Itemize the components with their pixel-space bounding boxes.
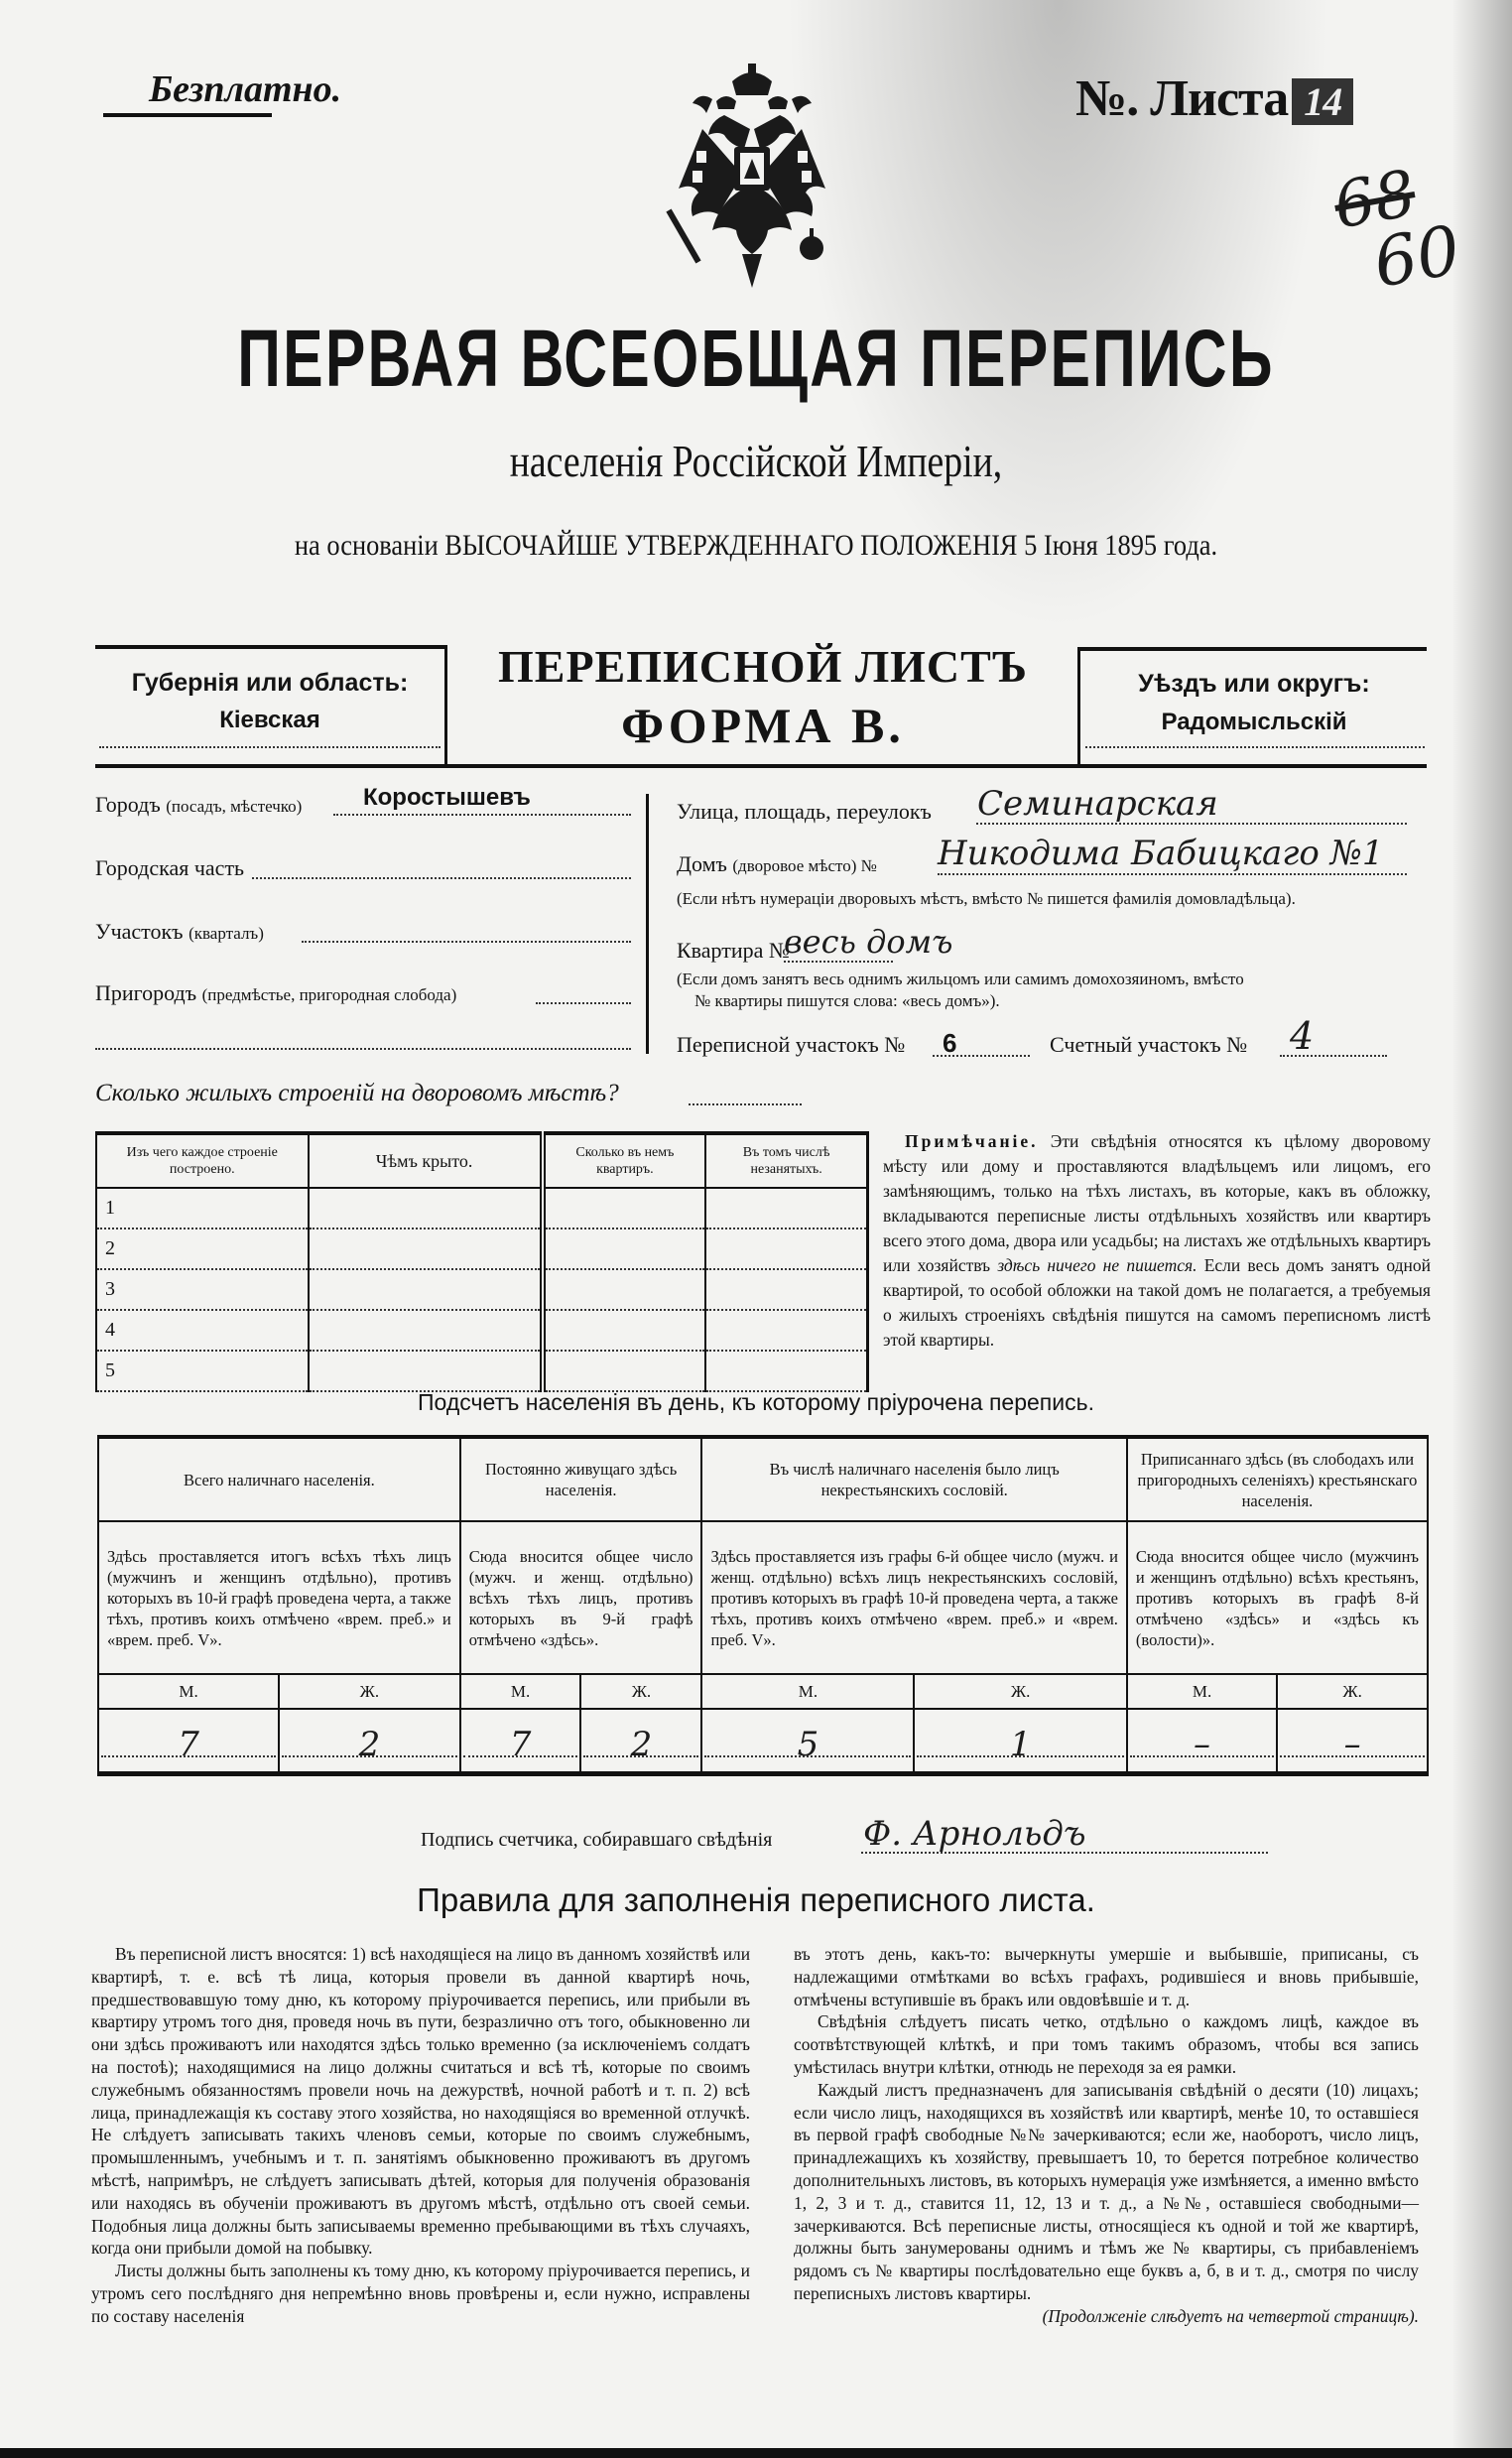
- district-field: [95, 855, 244, 881]
- note-label: Примѣчаніе.: [905, 1131, 1039, 1151]
- buildings-answer-line[interactable]: [689, 1103, 802, 1105]
- count-district-value[interactable]: 4: [1290, 1014, 1315, 1058]
- male-count-cell[interactable]: [98, 1709, 279, 1774]
- district-field-line[interactable]: [252, 877, 631, 879]
- uezd-label: Уѣздъ или округъ:: [1138, 670, 1370, 698]
- row-number: 1: [96, 1188, 309, 1229]
- uezd-field-line: [1085, 746, 1425, 748]
- suburb-hint: (предмѣстье, пригородная слобода): [201, 985, 457, 1004]
- gubernia-label: Губернія или область:: [131, 669, 409, 697]
- city-value[interactable]: Коростышевъ: [363, 784, 531, 811]
- count-district-label: Счетный участокъ №: [1050, 1032, 1248, 1057]
- female-count: –: [1280, 1725, 1425, 1757]
- suburb-field-line[interactable]: [536, 1002, 631, 1004]
- house-field: [677, 851, 877, 877]
- row-number: 5: [96, 1351, 309, 1391]
- rules-right-column: [794, 1943, 1419, 2328]
- rule: [646, 794, 649, 1054]
- male-count: 7: [463, 1725, 578, 1757]
- quarter-field: [95, 919, 264, 945]
- female-count-cell[interactable]: [1277, 1709, 1428, 1774]
- double-headed-eagle-crest-icon: [663, 60, 841, 298]
- population-table: [97, 1435, 1429, 1776]
- table-cell[interactable]: [543, 1269, 706, 1310]
- buildings-note: [883, 1129, 1431, 1353]
- rules-paragraph: Каждый листъ предназначенъ для записыванія свѣдѣній о десяти (10) лицахъ; если число лицъ, находящихся въ хозяйствѣ или квартирѣ, менѣе 10, то оставшіеся въ первой графѣ свободные №№ зачеркиваются; если же, наоборотъ, число лицъ, принадлежащихъ къ хозяйству, превышаетъ 10, то берется потребное количество дополнительныхъ листовъ, въ которыхъ нумерація уже измѣняется, а именно вмѣсто 1, 2, 3 и т. д., ставится 11, 12, 13 и т. д., а №№, оставшіеся свободными—зачеркиваются. Всѣ переписные листы, относящіеся къ одной и той же квартирѣ, должны быть занумерованы однимъ и тѣмъ же № квартиры, съ прибавленіемъ рядомъ съ № квартиры послѣдовательно еще буквъ а, б, в и т. д., смотря по числу переписныхъ листовъ квартиры.: [794, 2079, 1419, 2303]
- table-cell[interactable]: [705, 1229, 867, 1269]
- rule: [1077, 647, 1080, 766]
- flat-note-continued: № квартиры пишутся слова: «весь домъ»).: [694, 991, 1000, 1010]
- table-cell[interactable]: [705, 1310, 867, 1351]
- note-text-continued: Если весь домъ занятъ одной квартирой, то особой обложки на такой домъ не полагается, а требуемыя о жилыхъ строеніяхъ свѣдѣнія пишутся на самомъ переписномъ листѣ этой квартиры.: [883, 1255, 1431, 1350]
- male-header: М.: [98, 1674, 279, 1709]
- column-title: Въ числѣ наличнаго населенія было лицъ некрестьянскихъ сословій.: [701, 1437, 1126, 1521]
- city-field-line: [333, 814, 631, 816]
- table-row: [96, 1188, 868, 1229]
- form-subtitle: ФОРМА В.: [621, 698, 905, 753]
- rules-left-column: [91, 1943, 750, 2328]
- city-label: Городъ: [95, 792, 161, 817]
- page-title: ПЕРВАЯ ВСЕОБЩАЯ ПЕРЕПИСЬ: [237, 314, 1275, 404]
- quarter-label: Участокъ: [95, 919, 184, 944]
- population-heading: Подсчетъ населенія въ день, къ которому пріурочена перепись.: [418, 1389, 1094, 1415]
- table-cell[interactable]: [309, 1188, 543, 1229]
- rules-paragraph: въ этотъ день, какъ-то: вычеркнуты умершіе и выбывшіе, приписаны, съ надлежащими отмѣтками во всѣхъ графахъ, родившіеся и вновь прибывшіе, отмѣчены вступившіе въ бракъ или овдовѣвшіе и т. д.: [794, 1944, 1419, 2009]
- decree-line: на основаніи ВЫСОЧАЙШЕ УТВЕРЖДЕННАГО ПОЛОЖЕНІЯ 5 Іюня 1895 года.: [294, 529, 1218, 562]
- city-field: [95, 792, 302, 818]
- table-cell[interactable]: [309, 1269, 543, 1310]
- free-of-charge-label: Безплатно.: [149, 68, 342, 110]
- quarter-field-line[interactable]: [302, 941, 631, 943]
- table-row: [96, 1269, 868, 1310]
- row-number: 3: [96, 1269, 309, 1310]
- house-note: (Если нѣтъ нумераціи дворовыхъ мѣстъ, вмѣсто № пишется фамилія домовладѣльца).: [677, 889, 1296, 908]
- column-description: Здѣсь проставляется изъ графы 6-й общее число (мужч. и женщ. отдѣльно) всѣхъ лицъ некрестьянскихъ сословій, противъ которыхъ въ графѣ 10-й проведена черта, а также тѣхъ, противъ коихъ отмѣчено «врем. преб.» и «врем. преб. V».: [701, 1521, 1126, 1674]
- female-header: Ж.: [279, 1674, 460, 1709]
- street-field: [677, 799, 932, 825]
- city-hint: (посадъ, мѣстечко): [166, 797, 303, 816]
- rules-paragraph: Свѣдѣнія слѣдуетъ писать четко, отдѣльно о каждомъ лицѣ, каждое въ соотвѣтствующей клѣткѣ, и при томъ такимъ образомъ, чтобы вся запись умѣстилась внутри клѣтки, отнюдь не переходя за ея рамки.: [794, 2011, 1419, 2077]
- table-cell[interactable]: [543, 1351, 706, 1391]
- sheet-number-label: №. Листа: [1075, 70, 1289, 127]
- female-count-cell[interactable]: [914, 1709, 1127, 1774]
- column-description: Сюда вносится общее число (мужч. и женщ. отдѣльно) всѣхъ тѣхъ лицъ, противъ которыхъ въ 9-й графѣ отмѣчено «здѣсь».: [460, 1521, 702, 1674]
- male-header: М.: [701, 1674, 914, 1709]
- enumerator-signature[interactable]: Ф. Арнольдъ: [863, 1814, 1086, 1854]
- suburb-field: [95, 980, 456, 1006]
- uezd-value[interactable]: Радомысльскій: [1161, 709, 1347, 735]
- table-cell[interactable]: [543, 1188, 706, 1229]
- flat-value[interactable]: весь домъ: [784, 923, 953, 961]
- male-count-cell[interactable]: [1127, 1709, 1277, 1774]
- female-header: Ж.: [914, 1674, 1127, 1709]
- female-header: Ж.: [580, 1674, 701, 1709]
- house-label: Домъ: [677, 851, 727, 876]
- rules-paragraph: Въ переписной листъ вносятся: 1) всѣ находящіеся на лицо въ данномъ хозяйствѣ или квартирѣ, т. е. всѣ тѣ лица, которыя провели въ данной квартирѣ ночь, предшествовавшую тому дню, къ которому пріурочивается перепись, или прибыли въ квартиру утромъ того дня, проведя ночь въ пути, безразлично отъ того, обыкновенно ли они здѣсь проживаютъ или находятся здѣсь только временно (за исключеніемъ солдатъ на постоѣ); находящимися на лицо должны считаться и всѣ тѣ, которые по своимъ служебнымъ обязанностямъ провели ночь на дежурствѣ, ночной работѣ и т. п. 2) всѣ лица, принадлежащія къ составу этого хозяйства, но находящіяся во временной отлучкѣ. Не слѣдуетъ записывать такихъ членовъ семьи, которые по своимъ служебнымъ, промышленнымъ, учебнымъ и т. п. занятіямъ обыкновенно проживаютъ въ другомъ мѣстѣ, напримѣръ, не слѣдуетъ записывать дѣтей, которыя для полученія образованія или находясь въ обученіи проживаютъ въ другомъ мѣстѣ, отдѣльно отъ своей семьи. Подобныя лица должны быть записываемы временно пребывающими въ тѣхъ случаяхъ, когда они прибыли домой на побывку.: [91, 1944, 750, 2259]
- rules-title: Правила для заполненія переписного листа.: [417, 1881, 1095, 1918]
- buildings-table: [95, 1131, 869, 1392]
- archive-number-crossed: 68: [1328, 157, 1422, 244]
- suburb-extra-line[interactable]: [95, 1048, 631, 1050]
- note-text: Эти свѣдѣнія относятся къ цѣлому дворовому мѣсту или дому и проставляются владѣльцемъ или лицомъ, его замѣняющимъ, только на тѣхъ листахъ, въ которые, какъ въ обложку, вкладываются переписные листы отдѣльныхъ хозяйствъ или квартиръ всего этого дома, двора или усадьбы; на листахъ же отдѣльныхъ квартиръ или хозяйствъ: [883, 1131, 1431, 1275]
- buildings-question: Сколько жилыхъ строеній на дворовомъ мѣстѣ?: [95, 1080, 619, 1106]
- population-table-titles: [98, 1437, 1428, 1521]
- census-district-label: Переписной участокъ №: [677, 1032, 906, 1057]
- rule: [95, 645, 444, 649]
- male-count: –: [1130, 1725, 1274, 1757]
- column-title: Всего наличнаго населенія.: [98, 1437, 460, 1521]
- signature-label: Подпись счетчика, собиравшаго свѣдѣнія: [421, 1829, 773, 1851]
- male-count: 7: [101, 1725, 276, 1757]
- sheet-number: [1075, 69, 1353, 128]
- note-text-italic: здѣсь ничего не пишется.: [997, 1255, 1197, 1275]
- street-label: Улица, площадь, переулокъ: [677, 799, 932, 824]
- rules-paragraph: Листы должны быть заполнены къ тому дню, къ которому пріурочивается перепись, и утромъ сего послѣдняго дня непремѣнно вновь провѣрены и, если нужно, исправлены по составу населенія: [91, 2261, 750, 2326]
- table-row: [96, 1229, 868, 1269]
- census-district-value[interactable]: 6: [943, 1028, 957, 1058]
- population-table-values: [98, 1709, 1428, 1774]
- flat-field-line: [784, 961, 893, 963]
- column-description: Сюда вносится общее число (мужчинъ и женщинъ отдѣльно) всѣхъ крестьянъ, противъ которыхъ въ графѣ 8-й отмѣчено «здѣсь» и «здѣсь къ (волости)».: [1127, 1521, 1428, 1674]
- district-label: Городская часть: [95, 855, 245, 880]
- female-count: 2: [282, 1725, 457, 1757]
- column-title: Постоянно живущаго здѣсь населенія.: [460, 1437, 702, 1521]
- female-count-cell[interactable]: [580, 1709, 701, 1774]
- house-value[interactable]: Никодима Бабицкаго №1: [938, 834, 1384, 873]
- rules-continued-note: (Продолженіе слѣдуетъ на четвертой страницѣ).: [1042, 2305, 1419, 2326]
- table-cell[interactable]: [309, 1351, 543, 1391]
- gubernia-field-line: [99, 746, 441, 748]
- table-cell[interactable]: [543, 1310, 706, 1351]
- street-value[interactable]: Семинарская: [977, 784, 1218, 824]
- house-hint: (дворовое мѣсто) №: [732, 856, 877, 875]
- column-title: Приписаннаго здѣсь (въ слободахъ или пригородныхъ селеніяхъ) крестьянскаго населенія.: [1127, 1437, 1428, 1521]
- male-header: М.: [460, 1674, 581, 1709]
- free-of-charge-label-wrap: [103, 67, 342, 117]
- gubernia-value[interactable]: Кіевская: [219, 707, 320, 733]
- buildings-table-header: [96, 1133, 868, 1188]
- sheet-number-value: 14: [1292, 78, 1353, 125]
- column-header: Изъ чего каждое строеніе построено.: [96, 1133, 309, 1188]
- census-district-field: [677, 1032, 905, 1058]
- flat-field: [677, 938, 790, 964]
- quarter-hint: (кварталъ): [189, 924, 264, 943]
- flat-note: (Если домъ занятъ весь однимъ жильцомъ или самимъ домохозяиномъ, вмѣсто: [677, 970, 1244, 988]
- population-table-sex-row: [98, 1674, 1428, 1709]
- female-count-cell[interactable]: [279, 1709, 460, 1774]
- page-subtitle: населенія Россійской Имперіи,: [509, 436, 1003, 486]
- table-cell[interactable]: [705, 1269, 867, 1310]
- table-cell[interactable]: [309, 1229, 543, 1269]
- rule: [95, 764, 1427, 768]
- female-header: Ж.: [1277, 1674, 1428, 1709]
- population-table-descriptions: [98, 1521, 1428, 1674]
- male-count-cell[interactable]: [701, 1709, 914, 1774]
- rule: [444, 645, 447, 766]
- male-count: 5: [704, 1725, 911, 1757]
- row-number: 4: [96, 1310, 309, 1351]
- row-number: 2: [96, 1229, 309, 1269]
- flat-label: Квартира №: [677, 938, 790, 963]
- archive-number: 60: [1367, 211, 1466, 304]
- column-header: Чѣмъ крыто.: [309, 1133, 543, 1188]
- column-header: Въ томъ числѣ незанятыхъ.: [705, 1133, 867, 1188]
- female-count: 2: [583, 1725, 698, 1757]
- form-title: ПЕРЕПИСНОЙ ЛИСТЪ: [497, 641, 1029, 692]
- column-header: Сколько въ немъ квартиръ.: [543, 1133, 706, 1188]
- male-header: М.: [1127, 1674, 1277, 1709]
- male-count-cell[interactable]: [460, 1709, 581, 1774]
- table-cell[interactable]: [309, 1310, 543, 1351]
- suburb-label: Пригородъ: [95, 980, 197, 1005]
- table-row: [96, 1351, 868, 1391]
- page-bottom-edge: [0, 2448, 1512, 2458]
- house-field-line: [938, 873, 1407, 875]
- female-count: 1: [917, 1725, 1124, 1757]
- rule: [1079, 647, 1427, 651]
- table-row: [96, 1310, 868, 1351]
- table-cell[interactable]: [543, 1229, 706, 1269]
- table-cell[interactable]: [705, 1188, 867, 1229]
- table-cell[interactable]: [705, 1351, 867, 1391]
- column-description: Здѣсь проставляется итогъ всѣхъ тѣхъ лицъ (мужчинъ и женщинъ отдѣльно), противъ которыхъ въ 10-й графѣ проведена черта, а также тѣхъ, противъ коихъ отмѣчено «врем. преб.» и «врем. преб. V».: [98, 1521, 460, 1674]
